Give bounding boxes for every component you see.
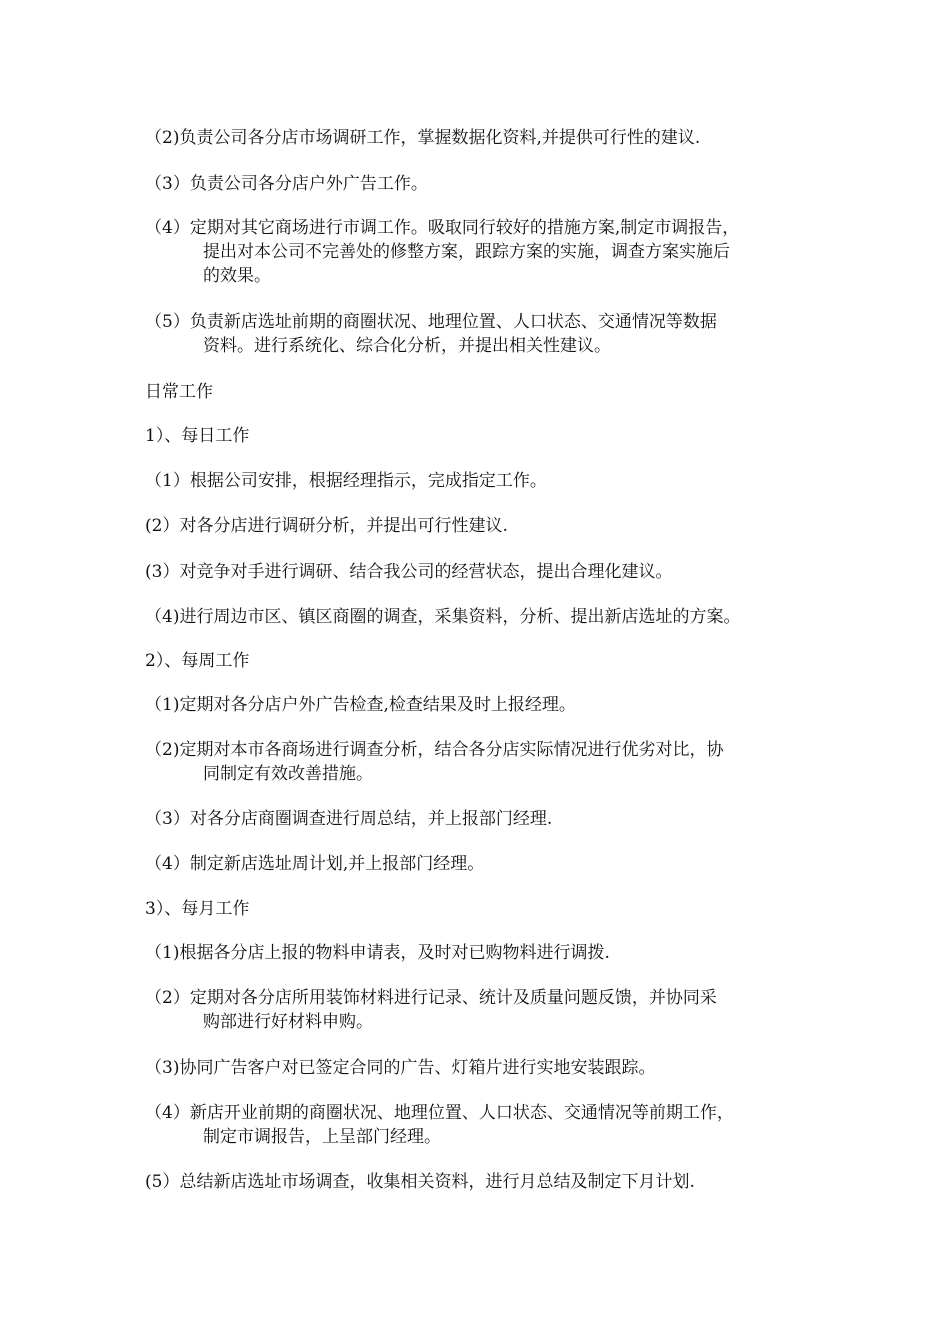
text-line: （2)定期对本市各商场进行调查分析，结合各分店实际情况进行优劣对比，协 xyxy=(145,740,724,760)
text-line: 2）、每周工作 xyxy=(145,651,250,671)
section-heading-daily xyxy=(145,380,835,404)
paragraph-3 xyxy=(145,216,835,288)
text-line: （3)协同广告客户对已签定合同的广告、灯箱片进行实地安装跟踪。 xyxy=(145,1058,656,1078)
text-line: 1）、每日工作 xyxy=(145,426,250,446)
paragraph-monthly-5 xyxy=(145,1170,835,1194)
text-line: （4）定期对其它商场进行市调工作。吸取同行较好的措施方案,制定市调报告， xyxy=(145,218,740,238)
text-line: （5）负责新店选址前期的商圈状况、地理位置、人口状态、交通情况等数据 xyxy=(145,312,717,332)
subheading-every-day xyxy=(145,424,835,448)
subheading-every-week xyxy=(145,649,835,673)
text-line: （2）定期对各分店所用装饰材料进行记录、统计及质量问题反馈，并协同采 xyxy=(145,988,717,1008)
paragraph-2 xyxy=(145,172,835,196)
paragraph-daily-1 xyxy=(145,469,835,493)
paragraph-weekly-2 xyxy=(145,738,835,786)
text-line: （4）新店开业前期的商圈状况、地理位置、人口状态、交通情况等前期工作， xyxy=(145,1103,734,1123)
paragraph-daily-2 xyxy=(145,514,835,538)
text-line: (5）总结新店选址市场调查，收集相关资料，进行月总结及制定下月计划. xyxy=(145,1172,695,1192)
text-line: 日常工作 xyxy=(145,382,213,402)
paragraph-weekly-1 xyxy=(145,693,835,717)
text-line: （4）制定新店选址周计划,并上报部门经理。 xyxy=(145,854,485,874)
paragraph-monthly-4 xyxy=(145,1101,835,1149)
text-line: (2）对各分店进行调研分析，并提出可行性建议. xyxy=(145,516,508,536)
paragraph-daily-4 xyxy=(145,605,835,629)
paragraph-weekly-4 xyxy=(145,852,835,876)
paragraph-monthly-1 xyxy=(145,941,835,965)
text-line: 的效果。 xyxy=(203,266,271,286)
text-line: 提出对本公司不完善处的修整方案，跟踪方案的实施，调查方案实施后 xyxy=(203,242,730,262)
subheading-every-month xyxy=(145,897,835,921)
paragraph-monthly-2 xyxy=(145,986,835,1034)
text-line: 购部进行好材料申购。 xyxy=(203,1012,373,1032)
text-line: （3）对各分店商圈调查进行周总结，并上报部门经理. xyxy=(145,809,553,829)
text-line: （1）根据公司安排，根据经理指示，完成指定工作。 xyxy=(145,471,547,491)
text-line: （1)定期对各分店户外广告检查,检查结果及时上报经理。 xyxy=(145,695,576,715)
text-line: 3）、每月工作 xyxy=(145,899,250,919)
paragraph-1 xyxy=(145,126,835,150)
text-line: 制定市调报告，上呈部门经理。 xyxy=(203,1127,441,1147)
paragraph-daily-3 xyxy=(145,560,835,584)
paragraph-weekly-3 xyxy=(145,807,835,831)
text-line: （4)进行周边市区、镇区商圈的调查，采集资料，分析、提出新店选址的方案。 xyxy=(145,607,741,627)
text-line: （2)负责公司各分店市场调研工作，掌握数据化资料,并提供可行性的建议. xyxy=(145,128,701,148)
paragraph-4 xyxy=(145,310,835,358)
text-line: 资料。进行系统化、综合化分析，并提出相关性建议。 xyxy=(203,336,611,356)
paragraph-monthly-3 xyxy=(145,1056,835,1080)
text-line: (3）对竞争对手进行调研、结合我公司的经营状态，提出合理化建议。 xyxy=(145,562,673,582)
text-line: （3）负责公司各分店户外广告工作。 xyxy=(145,174,428,194)
text-line: 同制定有效改善措施。 xyxy=(203,764,373,784)
text-line: （1)根据各分店上报的物料申请表，及时对已购物料进行调拨. xyxy=(145,943,610,963)
